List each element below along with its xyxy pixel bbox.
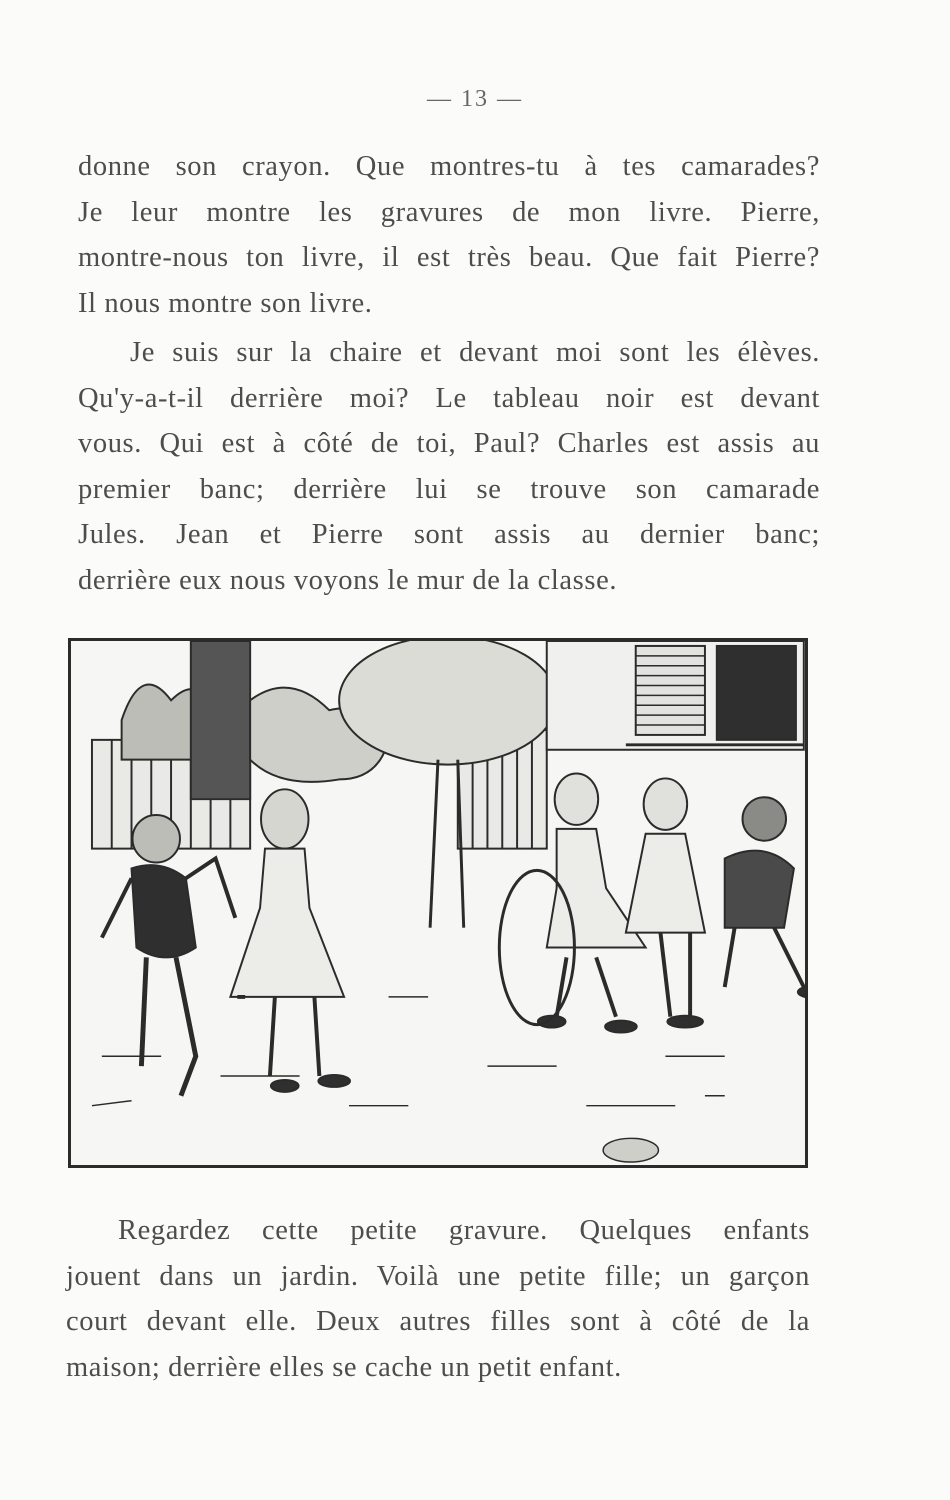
hiding-child (725, 797, 805, 998)
text-line: vous. Qui est à côté de toi, Paul? Charles est assis au (78, 428, 820, 459)
text-line: Je suis sur la chaire et devant moi sont les élèves. (130, 337, 820, 368)
text-line: court devant elle. Deux autres filles sont à côté de la (66, 1306, 810, 1337)
text-line: Jules. Jean et Pierre sont assis au dernier banc; (78, 519, 820, 550)
text-line: maison; derrière elles se cache un petit enfant. (66, 1351, 622, 1383)
text-line: montre-nous ton livre, il est très beau. Que fait Pierre? (78, 242, 820, 273)
house-window (547, 641, 804, 750)
text-line: Je leur montre les gravures de mon livre. Pierre, (78, 196, 820, 228)
text-line: Il nous montre son livre. (78, 287, 373, 319)
garden-engraving (68, 638, 808, 1168)
running-boy (102, 815, 235, 1096)
text-line: Regardez cette petite gravure. Quelques enfants (118, 1215, 810, 1246)
children-playing-illustration (71, 641, 805, 1165)
text-line: Qu'y-a-t-il derrière moi? Le tableau noir est devant (78, 382, 820, 414)
paragraph-3 (66, 1208, 810, 1390)
paragraph-2 (78, 330, 820, 603)
text-line: premier banc; derrière lui se trouve son camarade (78, 473, 820, 505)
second-girl (626, 778, 705, 1027)
text-line: jouent dans un jardin. Voilà une petite fille; un garçon (66, 1260, 810, 1292)
page-number: — 13 — (427, 86, 523, 112)
text-line: donne son crayon. Que montres-tu à tes camarades? (78, 151, 820, 182)
paragraph-1 (78, 144, 820, 326)
text-line: derrière eux nous voyons le mur de la classe. (78, 564, 618, 596)
